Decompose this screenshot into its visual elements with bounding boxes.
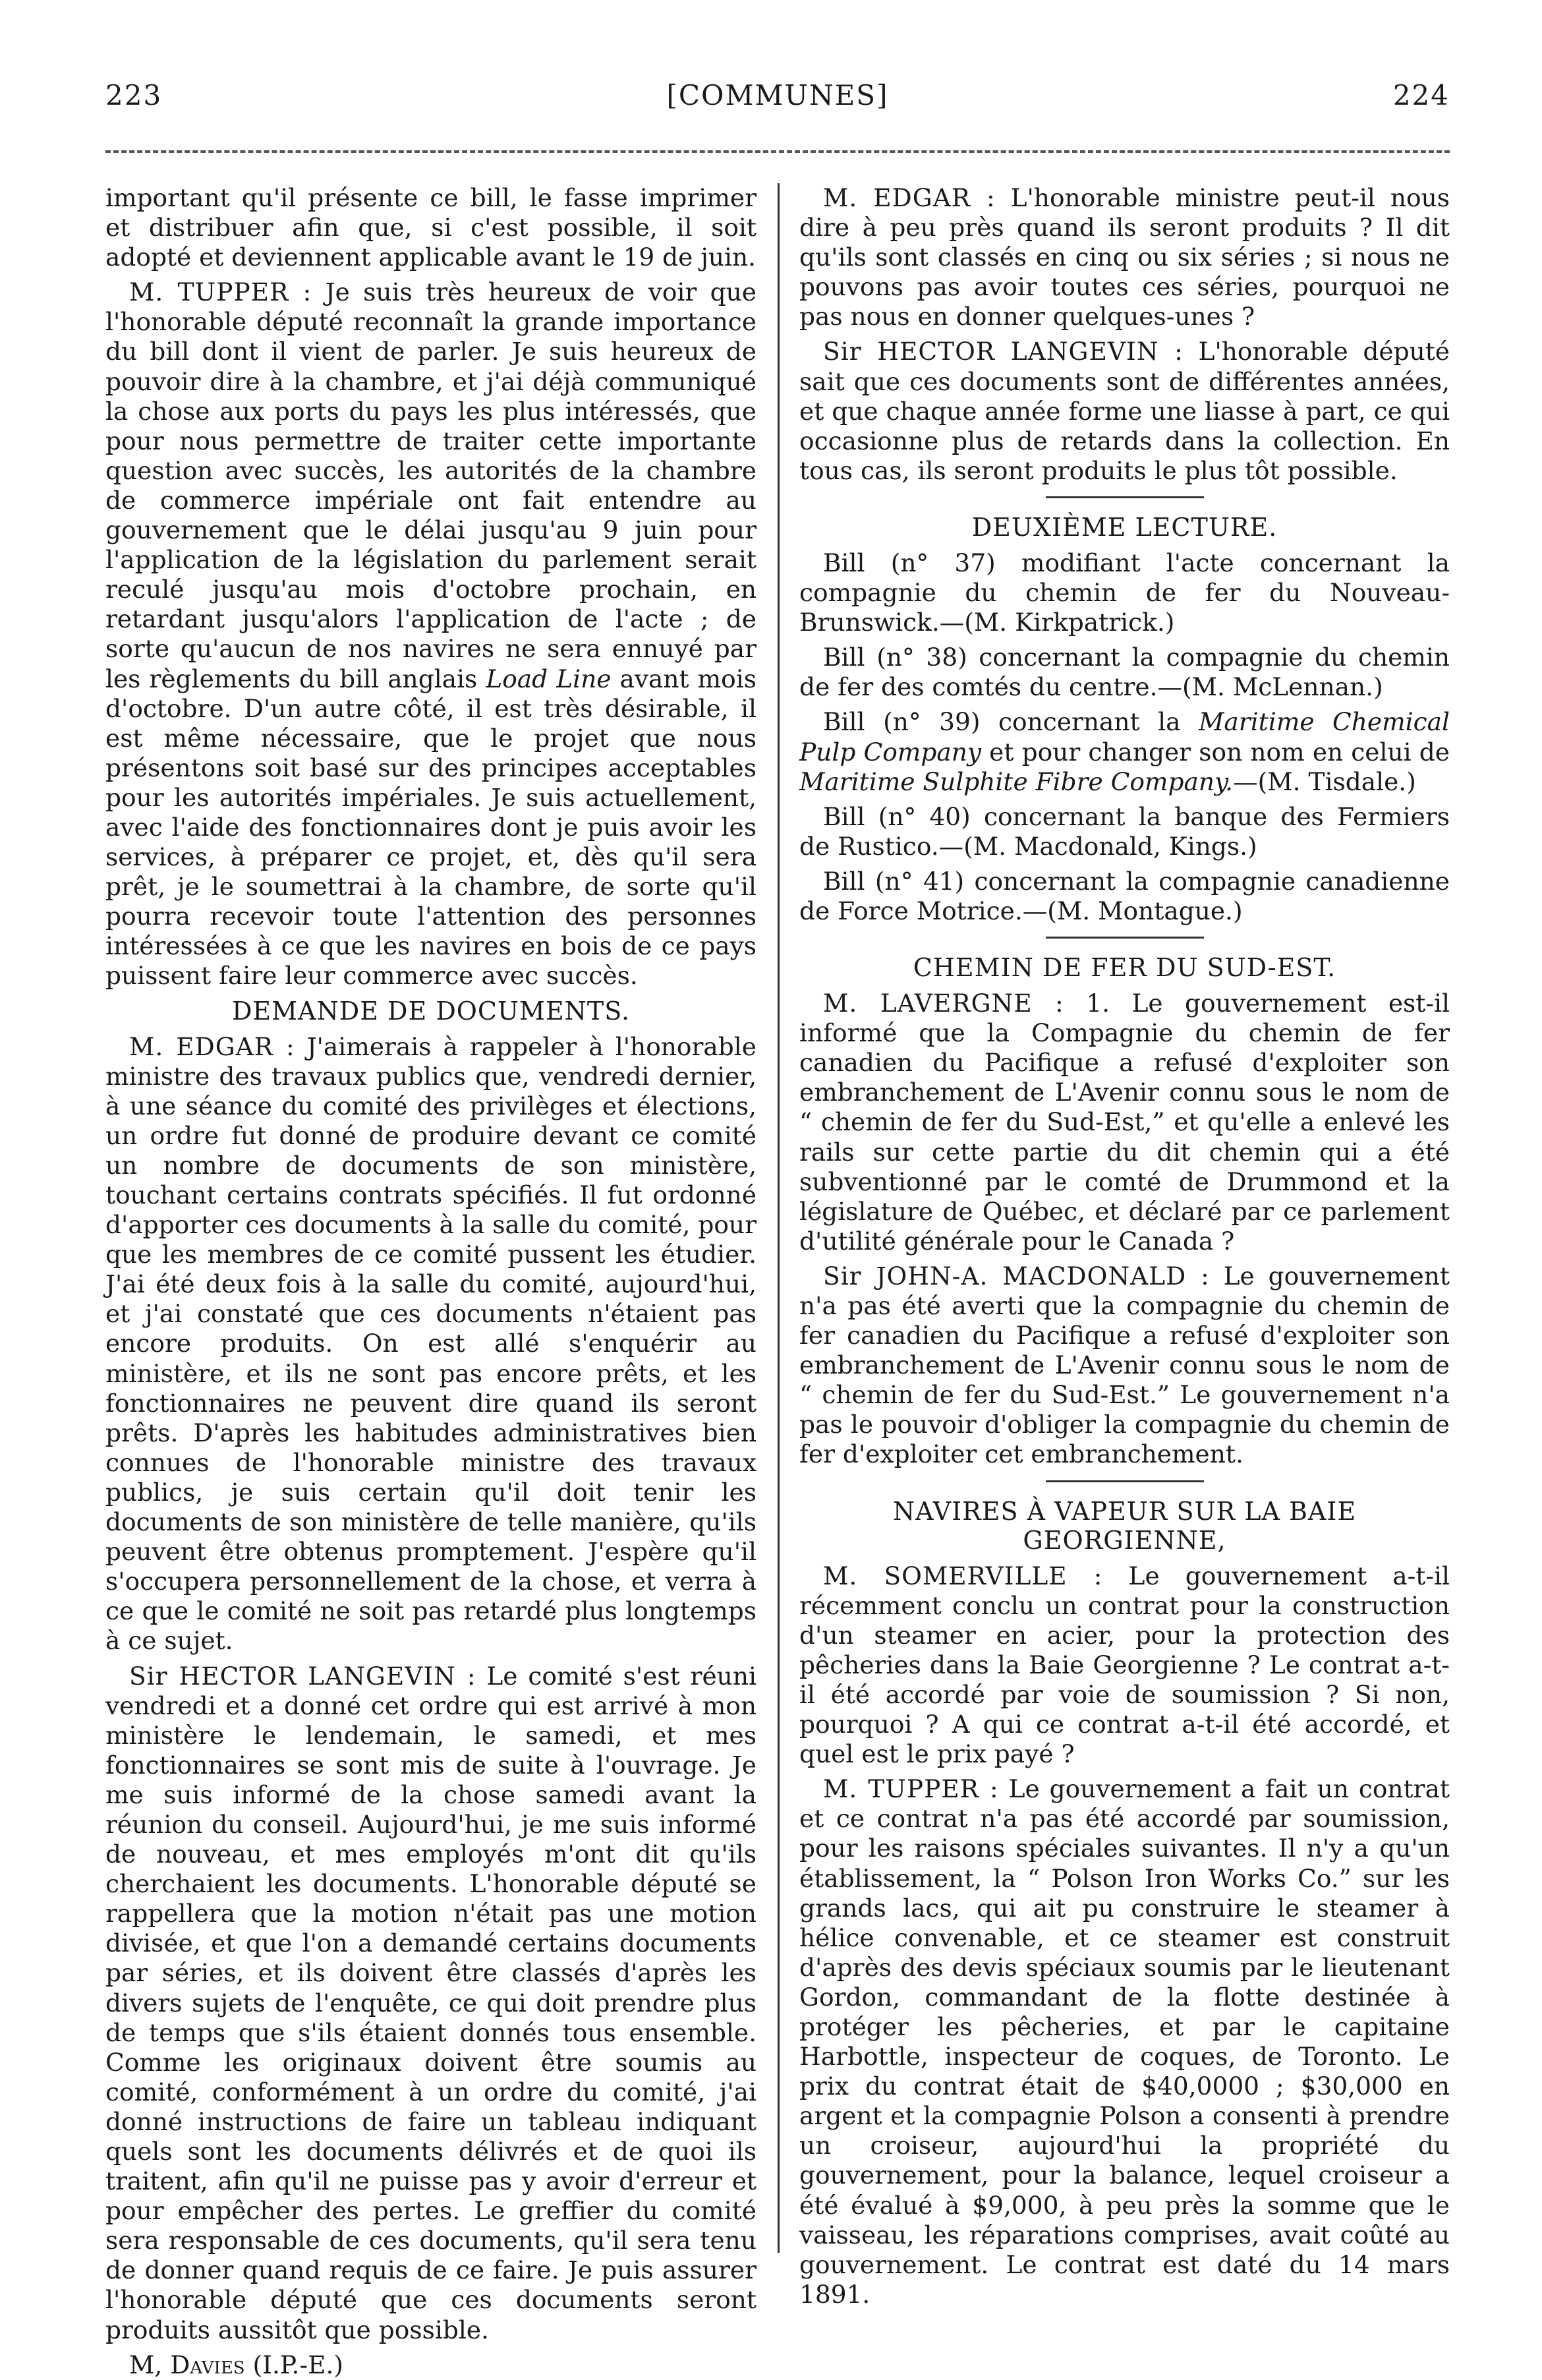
speaker: Sir HECTOR LANGEVIN :	[129, 1661, 476, 1691]
bill-entry: Bill (n° 38) concernant la compagnie du chemin de fer des comtés du centre.—(M. McLennan.)	[799, 643, 1450, 702]
paragraph: M. EDGAR : L'honorable ministre peut-il nous dire à peu près quand ils seront produits ? Il dit qu'ils sont classés en cinq ou six séries ; si nous ne pouvons pas avoir toutes ces séries, pourquoi ne pas nous en donner quelques-unes ?	[799, 183, 1450, 332]
section-heading: DEMANDE DE DOCUMENTS.	[231, 996, 631, 1026]
speaker: M. SOMERVILLE :	[823, 1561, 1103, 1590]
paragraph: M. TUPPER : Je suis très heureux de voir que l'honorable député reconnaît la grande importance du bill dont il vient de parler. Je suis heureux de pouvoir dire à la chambre, et j'ai déjà communiqué la chose aux ports du pays les plus intéressés, que pour nous permettre de traiter cette importante question avec succès, les autorités de la chambre de commerce impériale ont fait entendre au gouvernement que le délai jusqu'au 9 juin pour l'application de la législation du parlement serait reculé jusqu'au mois d'octobre prochain, en retardant jusqu'alors l'application de l'acte ; de sorte qu'aucun de nos navires ne sera ennuyé par les règlements du bill anglais Load Line avant mois d'octobre. D'un autre côté, il est très désirable, il est même nécessaire, que le projet que nous présentons soit basé sur des principes acceptables pour les autorités impériales. Je suis actuellement, avec l'aide des fonctionnaires dont je puis avoir les services, à préparer ce projet, et, dès qu'il sera prêt, je le soumettrai à la chambre, de sorte qu'il pourra recevoir toute l'attention des personnes intéressées à ce que les navires en bois de ce pays puissent faire leur commerce avec succès.	[105, 277, 757, 991]
paragraph: M. LAVERGNE : 1. Le gouvernement est-il informé que la Compagnie du chemin de fer canadien du Pacifique a refusé d'exploiter son embranchement de L'Avenir connu sous le nom de “ chemin de fer du Sud-Est,” et qu'elle a enlevé les rails sur cette partie du dit chemin qui a été subventionné par le comté de Drummond et la législature de Québec, et déclaré par ce parlement d'utilité générale pour le Canada ?	[799, 989, 1450, 1256]
section-heading: NAVIRES À VAPEUR SUR LA BAIE GEORGIENNE,	[892, 1496, 1357, 1555]
column-divider	[778, 183, 780, 2253]
speaker: M, Davies (I.P.-E.)	[129, 2350, 344, 2379]
paragraph: Sir HECTOR LANGEVIN : L'honorable député sait que ces documents sont de différentes années, et que chaque année forme une liasse à part, ce qui occasionne plus de retards dans la collection. En tous cas, ils seront produits le plus tôt possible.	[799, 337, 1450, 485]
paragraph: important qu'il présente ce bill, le fasse imprimer et distribuer afin que, si c'est possible, il soit adopté et deviennent applicable avant le 19 de juin.	[105, 183, 757, 272]
paragraph: Sir HECTOR LANGEVIN : Le comité s'est réuni vendredi et a donné cet ordre qui est arrivé à mon ministère le lendemain, le samedi, et mes fonctionnaires se sont mis de suite à l'ouvrage. Je me suis informé de la chose samedi avant la réunion du conseil. Aujourd'hui, je me suis informé de nouveau, et mes employés m'ont dit qu'ils cherchaient les documents. L'honorable député se rappellera que la motion n'était pas une motion divisée, et que l'on a demandé certains documents par séries, et ils doivent être classés d'après les divers sujets de l'enquête, ce qui doit prendre plus de temps que s'ils étaient donnés tous ensemble. Comme les originaux doivent être soumis au comité, conformément à un ordre du comité, j'ai donné instructions de faire un tableau indiquant quels sont les documents délivrés et de quoi ils traitent, afin qu'il ne puisse pas y avoir d'erreur et pour empêcher des pertes. Le greffier du comité sera responsable de ces documents, qu'il sera tenu de donner quand requis de ce faire. Je puis assurer l'honorable député que ces documents seront produits aussitôt que possible.	[105, 1661, 757, 2344]
speaker: M. EDGAR :	[129, 1031, 295, 1061]
speaker: Sir HECTOR LANGEVIN :	[823, 337, 1184, 366]
section-rule	[1046, 1480, 1204, 1482]
italic-title: Load Line	[486, 664, 612, 693]
bill-entry: Bill (n° 41) concernant la compagnie canadienne de Force Motrice.—(M. Montague.)	[799, 866, 1450, 925]
speaker: M. TUPPER :	[129, 277, 312, 307]
page-header	[105, 79, 1450, 125]
speaker: M. LAVERGNE :	[823, 989, 1064, 1018]
left-column	[105, 183, 757, 2379]
speaker: M. TUPPER :	[823, 1774, 999, 1804]
section-rule	[1046, 937, 1204, 939]
section-heading: CHEMIN DE FER DU SUD-EST.	[913, 953, 1336, 983]
speaker: M. EDGAR :	[823, 183, 996, 212]
header-rule	[105, 150, 1450, 153]
section-heading: DEUXIÈME LECTURE.	[971, 512, 1278, 542]
paragraph: Sir JOHN-A. MACDONALD : Le gouvernement n'a pas été averti que la compagnie du chemin de fer canadien du Pacifique a refusé d'exploiter son embranchement de L'Avenir connu sous le nom de “ chemin de fer du Sud-Est.” Le gouvernement n'a pas le pouvoir d'obliger la compagnie du chemin de fer d'exploiter cet embranchement.	[799, 1261, 1450, 1469]
section-rule	[1046, 496, 1204, 498]
bill-entry: Bill (n° 39) concernant la Maritime Chemical Pulp Company et pour changer son nom en celui de Maritime Sulphite Fibre Company.—(M. Tisdale.)	[799, 707, 1450, 796]
right-column	[799, 183, 1450, 2309]
speaker: Sir JOHN-A. MACDONALD :	[823, 1261, 1210, 1291]
left-page-number: 223	[105, 79, 163, 111]
paragraph: M. EDGAR : J'aimerais à rappeler à l'honorable ministre des travaux publics que, vendredi dernier, à une séance du comité des privilèges et élections, un ordre fut donné de produire devant ce comité un nombre de documents de son ministère, touchant certains contrats spécifiés. Il fut ordonné d'apporter ces documents à la salle du comité, pour que les membres de ce comité pussent les étudier. J'ai été deux fois à la salle du comité, aujourd'hui, et j'ai constaté que ces documents n'étaient pas encore produits. On est allé s'enquérir au ministère, et ils ne sont pas encore prêts, et les fonctionnaires ne peuvent dire quand ils seront prêts. D'après les habitudes administratives bien connues de l'honorable ministre des travaux publics, je suis certain qu'il doit tenir les documents de son ministère de telle manière, qu'ils peuvent être obtenus promptement. J'espère qu'il s'occupera personnellement de la chose, et verra à ce que le comité ne soit pas retardé plus longtemps à ce sujet.	[105, 1031, 757, 1656]
bill-entry: Bill (n° 40) concernant la banque des Fermiers de Rustico.—(M. Macdonald, Kings.)	[799, 801, 1450, 861]
paragraph: M. TUPPER : Le gouvernement a fait un contrat et ce contrat n'a pas été accordé par soumission, pour les raisons spéciales suivantes. Il n'y a qu'un établissement, la “ Polson Iron Works Co.” sur les grands lacs, qui ait pu construire le steamer à hélice convenable, et ce steamer est construit d'après des devis spéciaux soumis par le lieutenant Gordon, commandant de la flotte destinée à protéger les pêcheries, et par le capitaine Harbottle, inspecteur de coques, de Toronto. Le prix du contrat était de $40,0000 ; $30,000 en argent et la compagnie Polson a consenti à prendre un croiseur, aujourd'hui la propriété du gouvernement, pour la balance, lequel croiseur a été évalué à $9,000, à peu près la somme que le vaisseau, les réparations comprises, avait coûté au gouvernement. Le contrat est daté du 14 mars 1891.	[799, 1774, 1450, 2309]
right-page-number: 224	[1392, 79, 1450, 111]
paragraph: M. SOMERVILLE : Le gouvernement a-t-il récemment conclu un contrat pour la construction d'un steamer en acier, pour la protection des pêcheries dans la Baie Georgienne ? Le contrat a-t-il été accordé par voie de soumission ? Si non, pourquoi ? A qui ce contrat a-t-il été accordé, et quel est le prix payé ?	[799, 1561, 1450, 1769]
paragraph	[105, 2350, 757, 2380]
running-title: [COMMUNES]	[666, 79, 889, 111]
bill-entry: Bill (n° 37) modifiant l'acte concernant la compagnie du chemin de fer du Nouveau-Brunswick.—(M. Kirkpatrick.)	[799, 548, 1450, 637]
